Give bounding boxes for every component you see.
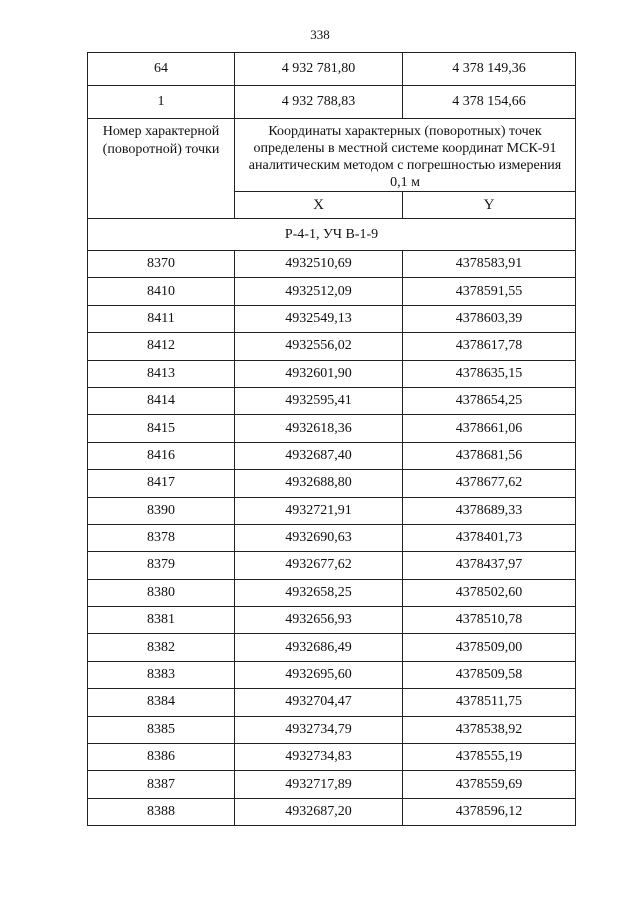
x-coordinate-cell: 4932512,09	[235, 278, 403, 305]
y-coordinate-cell: 4378511,75	[403, 689, 576, 716]
x-coordinate-cell: 4932704,47	[235, 689, 403, 716]
point-number-cell: 8386	[88, 744, 235, 771]
y-coordinate-cell: 4378689,33	[403, 497, 576, 524]
x-coordinate-cell: 4932601,90	[235, 360, 403, 387]
point-number-cell: 8414	[88, 387, 235, 414]
table-row	[88, 744, 576, 771]
point-number-cell: 8410	[88, 278, 235, 305]
x-coordinate-cell: 4932695,60	[235, 661, 403, 688]
table-row	[88, 771, 576, 798]
point-number-cell: 8387	[88, 771, 235, 798]
table-header-row	[88, 119, 576, 192]
x-coordinate-cell: 4932687,20	[235, 798, 403, 825]
table-row	[88, 470, 576, 497]
table-row	[88, 333, 576, 360]
y-coordinate-cell: 4378509,00	[403, 634, 576, 661]
x-coordinate-cell: 4932549,13	[235, 305, 403, 332]
point-number-cell: 8385	[88, 716, 235, 743]
point-number-cell: 8412	[88, 333, 235, 360]
x-column-header: X	[235, 192, 403, 219]
y-coordinate-cell: 4378681,56	[403, 442, 576, 469]
y-coordinate-cell: 4378654,25	[403, 387, 576, 414]
table-row	[88, 607, 576, 634]
point-number-cell: 8370	[88, 251, 235, 278]
x-coordinate-cell: 4932734,83	[235, 744, 403, 771]
y-coordinate-cell: 4378596,12	[403, 798, 576, 825]
x-coordinate-cell: 4932618,36	[235, 415, 403, 442]
y-coordinate-cell: 4378509,58	[403, 661, 576, 688]
table-row	[88, 442, 576, 469]
table-row	[88, 278, 576, 305]
x-coordinate-cell: 4932690,63	[235, 524, 403, 551]
table-row	[88, 360, 576, 387]
y-coordinate-cell: 4378591,55	[403, 278, 576, 305]
table-row	[88, 86, 576, 119]
table-row	[88, 798, 576, 825]
table-row	[88, 251, 576, 278]
table-row	[88, 634, 576, 661]
point-number-cell: 8381	[88, 607, 235, 634]
table-row	[88, 716, 576, 743]
x-coordinate-cell: 4 932 781,80	[235, 53, 403, 86]
table-row	[88, 579, 576, 606]
point-number-cell: 8383	[88, 661, 235, 688]
table-row	[88, 661, 576, 688]
point-number-cell: 1	[88, 86, 235, 119]
table-row	[88, 415, 576, 442]
table-row	[88, 689, 576, 716]
table-row	[88, 552, 576, 579]
x-coordinate-cell: 4932556,02	[235, 333, 403, 360]
y-coordinate-cell: 4378401,73	[403, 524, 576, 551]
table-row	[88, 524, 576, 551]
y-coordinate-cell: 4378617,78	[403, 333, 576, 360]
y-coordinate-cell: 4 378 154,66	[403, 86, 576, 119]
point-number-cell: 8384	[88, 689, 235, 716]
y-coordinate-cell: 4378437,97	[403, 552, 576, 579]
y-coordinate-cell: 4378635,15	[403, 360, 576, 387]
x-coordinate-cell: 4932510,69	[235, 251, 403, 278]
x-coordinate-cell: 4932677,62	[235, 552, 403, 579]
x-coordinate-cell: 4932658,25	[235, 579, 403, 606]
x-coordinate-cell: 4932595,41	[235, 387, 403, 414]
y-coordinate-cell: 4378502,60	[403, 579, 576, 606]
x-coordinate-cell: 4 932 788,83	[235, 86, 403, 119]
x-coordinate-cell: 4932688,80	[235, 470, 403, 497]
point-number-cell: 8417	[88, 470, 235, 497]
x-coordinate-cell: 4932686,49	[235, 634, 403, 661]
point-number-cell: 8380	[88, 579, 235, 606]
section-title: Р-4-1, УЧ В-1-9	[88, 219, 576, 251]
y-coordinate-cell: 4378603,39	[403, 305, 576, 332]
y-coordinate-cell: 4378559,69	[403, 771, 576, 798]
y-coordinate-cell: 4378555,19	[403, 744, 576, 771]
point-number-cell: 64	[88, 53, 235, 86]
x-coordinate-cell: 4932656,93	[235, 607, 403, 634]
x-coordinate-cell: 4932687,40	[235, 442, 403, 469]
table-row	[88, 497, 576, 524]
point-number-cell: 8415	[88, 415, 235, 442]
point-number-cell: 8416	[88, 442, 235, 469]
y-coordinate-cell: 4 378 149,36	[403, 53, 576, 86]
y-coordinate-cell: 4378583,91	[403, 251, 576, 278]
x-coordinate-cell: 4932717,89	[235, 771, 403, 798]
table-row	[88, 387, 576, 414]
coordinates-table	[87, 52, 576, 826]
coordinates-header: Координаты характерных (поворотных) точек определены в местной системе координат МСК-91 аналитическим методом с погрешностью измерения 0,1 м	[235, 119, 576, 192]
page-number: 338	[310, 27, 330, 42]
table-row	[88, 305, 576, 332]
point-number-cell: 8378	[88, 524, 235, 551]
y-column-header: Y	[403, 192, 576, 219]
x-coordinate-cell: 4932721,91	[235, 497, 403, 524]
table-row	[88, 53, 576, 86]
point-number-cell: 8411	[88, 305, 235, 332]
y-coordinate-cell: 4378661,06	[403, 415, 576, 442]
section-row	[88, 219, 576, 251]
point-number-cell: 8388	[88, 798, 235, 825]
point-number-cell: 8413	[88, 360, 235, 387]
point-number-cell: 8390	[88, 497, 235, 524]
point-number-cell: 8382	[88, 634, 235, 661]
point-number-cell: 8379	[88, 552, 235, 579]
y-coordinate-cell: 4378510,78	[403, 607, 576, 634]
x-coordinate-cell: 4932734,79	[235, 716, 403, 743]
point-column-header: Номер характерной (поворотной) точки	[88, 119, 235, 219]
y-coordinate-cell: 4378677,62	[403, 470, 576, 497]
y-coordinate-cell: 4378538,92	[403, 716, 576, 743]
